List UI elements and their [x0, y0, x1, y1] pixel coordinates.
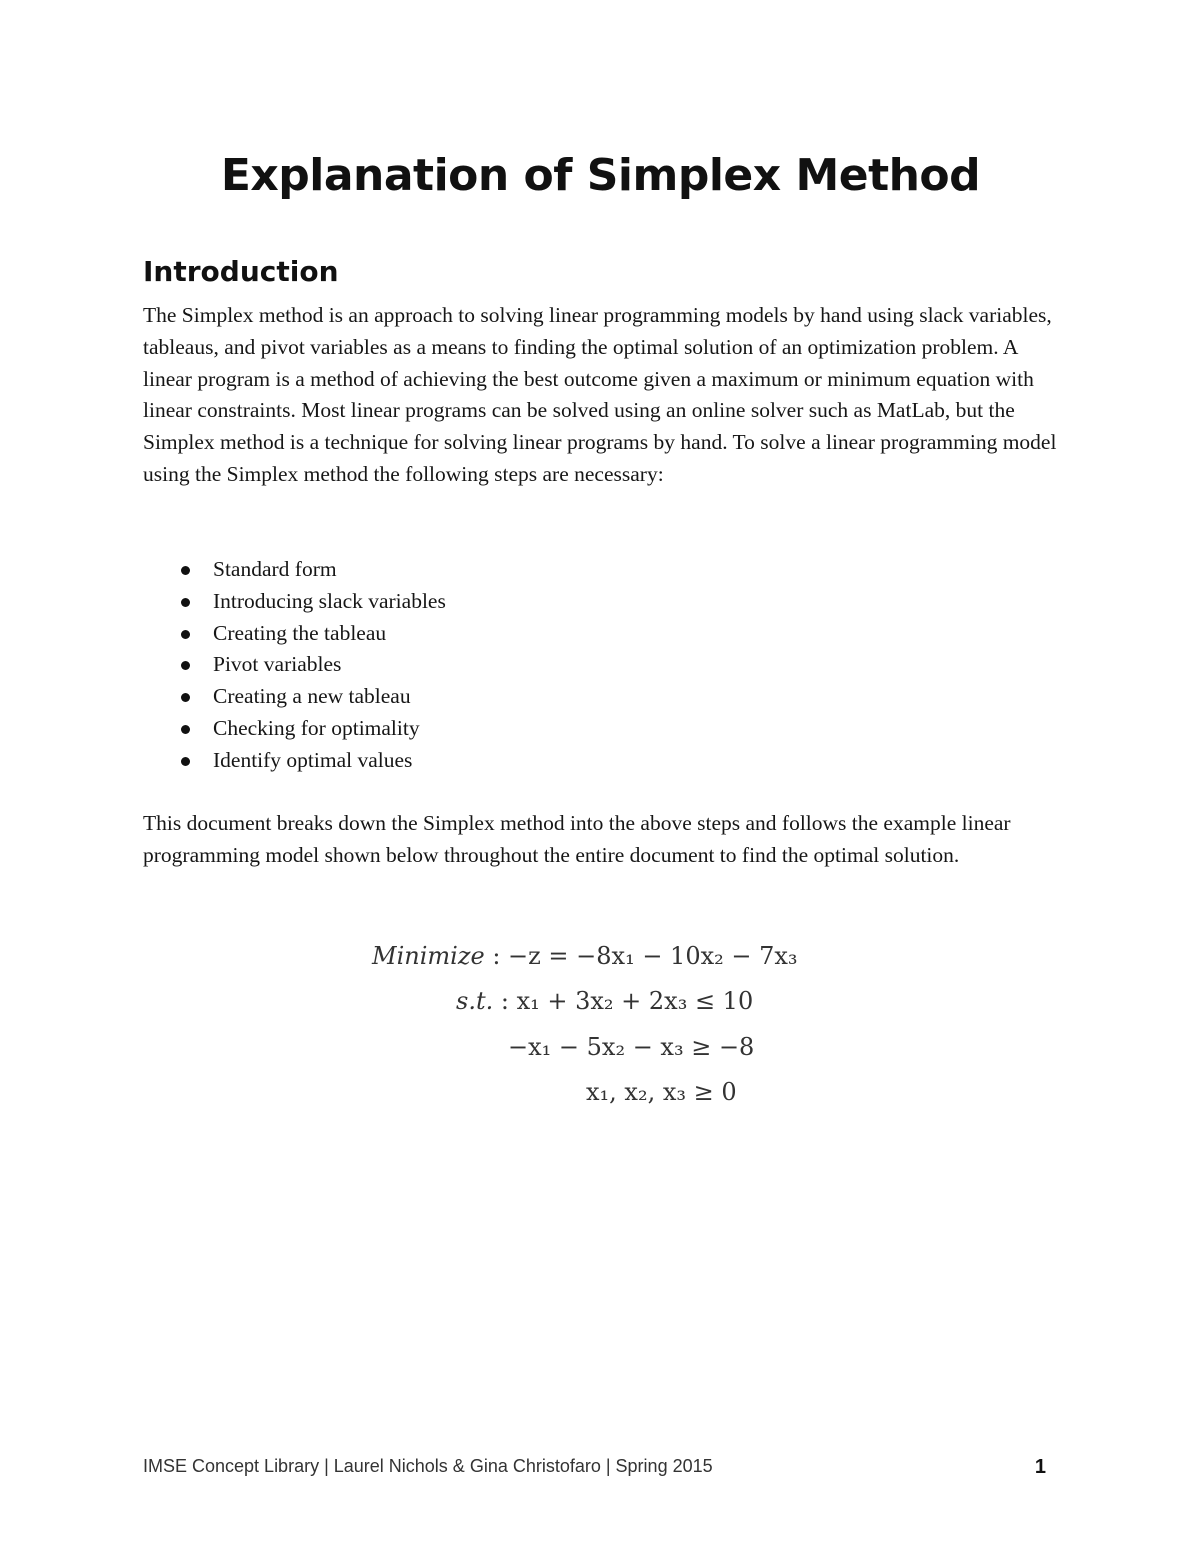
bullet-icon: [181, 725, 190, 734]
objective-expression: : −z = −8x₁ − 10x₂ − 7x₃: [492, 942, 798, 970]
constraint-line-1: [456, 987, 753, 1015]
list-item: Creating a new tableau: [143, 681, 446, 713]
closing-paragraph: This document breaks down the Simplex method into the above steps and follows the example linear programming model shown below throughout the entire document to find the optimal solution.: [143, 811, 1011, 867]
bullet-icon: [181, 598, 190, 607]
objective-label: Minimize: [372, 942, 485, 970]
footer-text: IMSE Concept Library | Laurel Nichols & Gina Christofaro | Spring 2015: [143, 1456, 713, 1476]
list-item: Standard form: [143, 554, 446, 586]
list-item: Checking for optimality: [143, 713, 446, 745]
list-item: Introducing slack variables: [143, 586, 446, 618]
constraint-1-expression: : x₁ + 3x₂ + 2x₃ ≤ 10: [500, 987, 754, 1015]
bullet-icon: [181, 661, 190, 670]
bullet-icon: [181, 566, 190, 575]
list-item: Creating the tableau: [143, 618, 446, 650]
bullet-icon: [181, 757, 190, 766]
list-item: Pivot variables: [143, 649, 446, 681]
document-title: Explanation of Simplex Method: [220, 150, 981, 201]
constraint-line-2: −x₁ − 5x₂ − x₃ ≥ −8: [508, 1033, 755, 1061]
list-item: Identify optimal values: [143, 745, 446, 777]
bullet-icon: [181, 693, 190, 702]
section-heading: Introduction: [143, 255, 339, 288]
nonnegativity-line: x₁, x₂, x₃ ≥ 0: [586, 1078, 737, 1106]
intro-paragraph: The Simplex method is an approach to solving linear programming models by hand using slack variables, tableaus, and pivot variables as a means to finding the optimal solution of an optimization problem. A linear program is a method of achieving the best outcome given a maximum or minimum equation with linear constraints. Most linear programs can be solved using an online solver such as MatLab, but the Simplex method is a technique for solving linear programs by hand. To solve a linear programming model using the Simplex method the following steps are necessary:: [143, 303, 1057, 486]
bullet-icon: [181, 630, 190, 639]
st-label: s.t.: [456, 987, 494, 1015]
steps-list: [143, 554, 446, 777]
page-number: 1: [1034, 1456, 1046, 1478]
objective-line: [372, 942, 798, 970]
